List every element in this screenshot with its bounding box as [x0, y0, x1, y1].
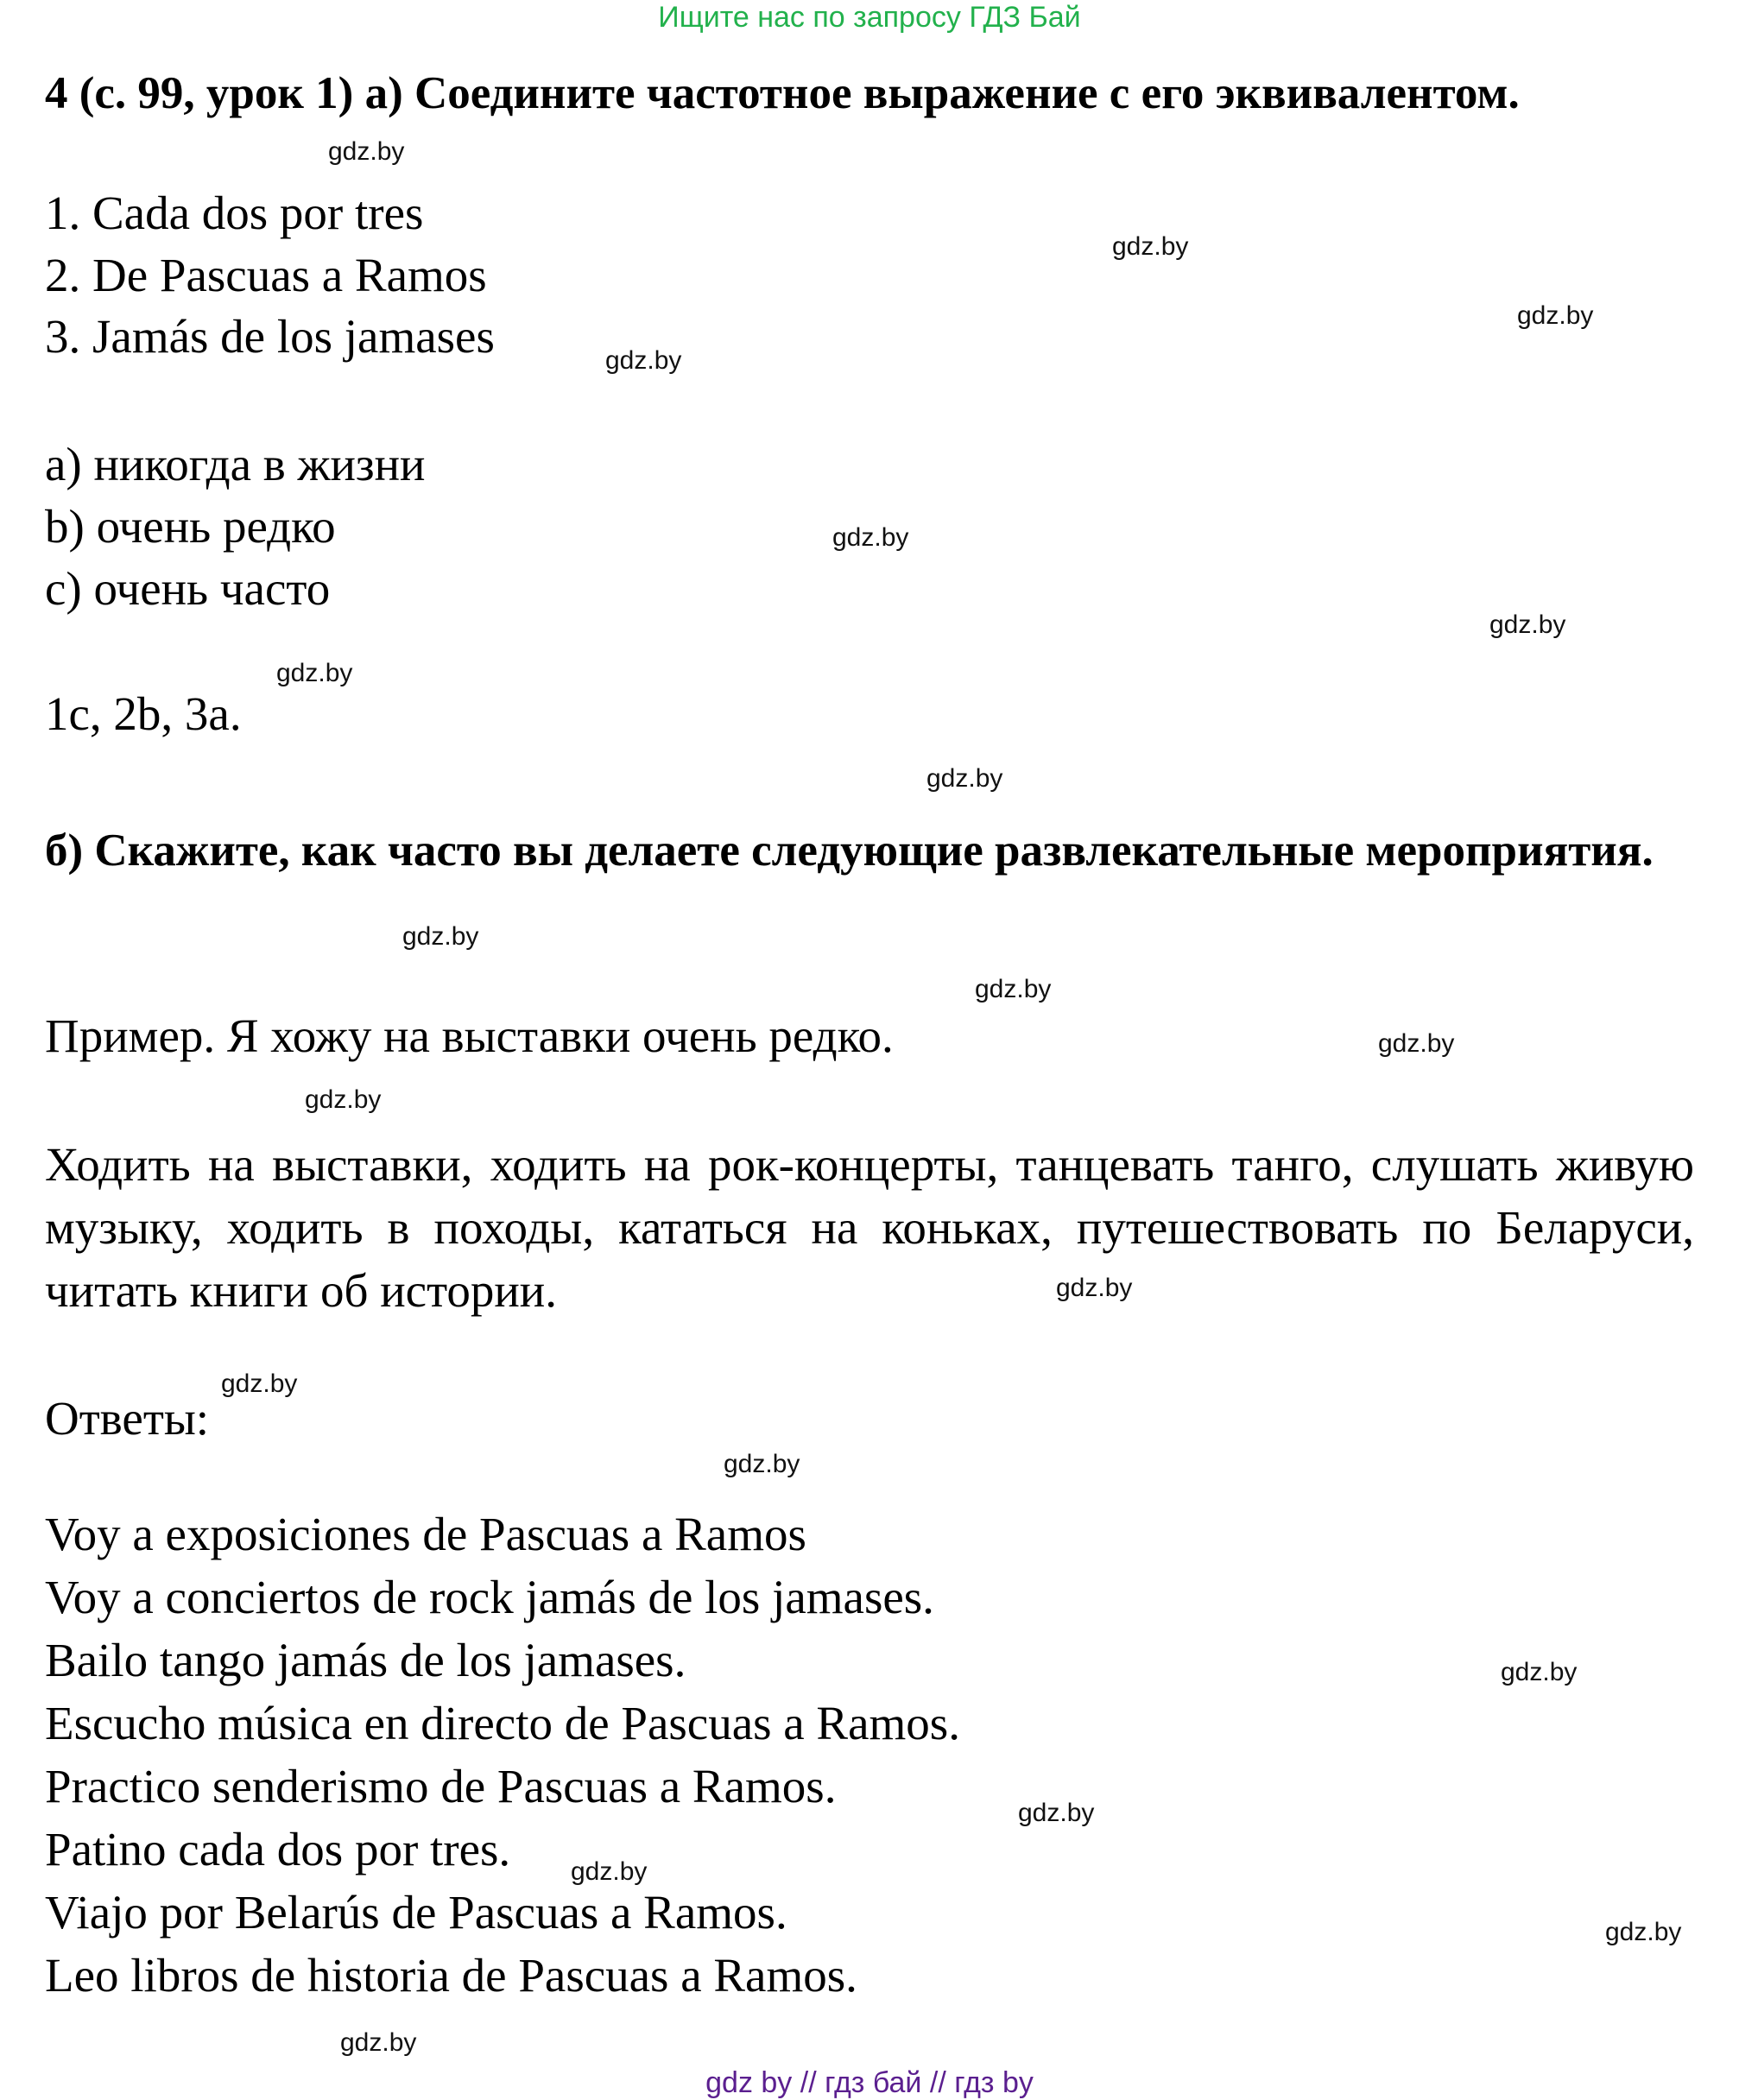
answers-label: Ответы:: [45, 1392, 210, 1445]
expression-item: 2. De Pascuas a Ramos: [45, 249, 487, 301]
answer-line: Voy a conciertos de rock jamás de los jamases.: [45, 1571, 934, 1623]
example-sentence: Пример. Я хожу на выставки очень редко.: [45, 1009, 894, 1062]
watermark: gdz.by: [1112, 232, 1189, 261]
task-b-heading: б) Скажите, как часто вы делаете следующие развлекательные мероприятия.: [45, 825, 1654, 876]
watermark: gdz.by: [328, 137, 405, 166]
watermark: gdz.by: [402, 922, 479, 951]
answer-line: Voy a exposiciones de Pascuas a Ramos: [45, 1508, 806, 1560]
footer-links[interactable]: gdz by // гдз бай // гдз by: [705, 2066, 1034, 2099]
task-heading: 4 (с. 99, урок 1) а) Соедините частотное выражение с его эквивалентом.: [45, 68, 1520, 118]
meaning-item: b) очень редко: [45, 500, 336, 553]
answer-line: Viajo por Belarús de Pascuas a Ramos.: [45, 1886, 787, 1939]
meaning-item: а) никогда в жизни: [45, 438, 426, 490]
answer-line: Leo libros de historia de Pascuas a Ramos.: [45, 1949, 857, 2002]
meaning-item: с) очень часто: [45, 562, 331, 615]
watermark: gdz.by: [1501, 1658, 1578, 1686]
watermark: gdz.by: [605, 346, 682, 375]
watermark: gdz.by: [926, 764, 1003, 793]
watermark: gdz.by: [1605, 1918, 1682, 1946]
watermark: gdz.by: [1056, 1274, 1133, 1302]
watermark: gdz.by: [975, 975, 1052, 1003]
watermark: gdz.by: [221, 1369, 298, 1398]
answer-line: Patino cada dos por tres.: [45, 1823, 511, 1875]
watermark: gdz.by: [305, 1085, 382, 1114]
watermark: gdz.by: [340, 2028, 417, 2057]
watermark: gdz.by: [1378, 1029, 1455, 1058]
answer-line: Bailo tango jamás de los jamases.: [45, 1634, 686, 1686]
watermark: gdz.by: [276, 659, 353, 687]
answer-line: Practico senderismo de Pascuas a Ramos.: [45, 1760, 837, 1812]
top-banner-link[interactable]: Ищите нас по запросу ГДЗ Бай: [658, 1, 1081, 34]
expression-item: 3. Jamás de los jamases: [45, 310, 495, 363]
watermark: gdz.by: [571, 1857, 648, 1886]
expression-item: 1. Cada dos por tres: [45, 187, 424, 239]
watermark: gdz.by: [1489, 610, 1566, 639]
activities-paragraph: Ходить на выставки, ходить на рок-концерты, танцевать танго, слушать живую музыку, ходить в походы, кататься на коньках, путешествовать по Беларуси, читать книги об истории.: [45, 1138, 1694, 1317]
watermark: gdz.by: [832, 523, 909, 552]
watermark: gdz.by: [724, 1450, 800, 1478]
watermark: gdz.by: [1517, 301, 1594, 330]
answer-a: 1с, 2b, 3а.: [45, 687, 242, 740]
watermark: gdz.by: [1018, 1799, 1095, 1827]
answer-line: Escucho música en directo de Pascuas a Ramos.: [45, 1697, 960, 1749]
